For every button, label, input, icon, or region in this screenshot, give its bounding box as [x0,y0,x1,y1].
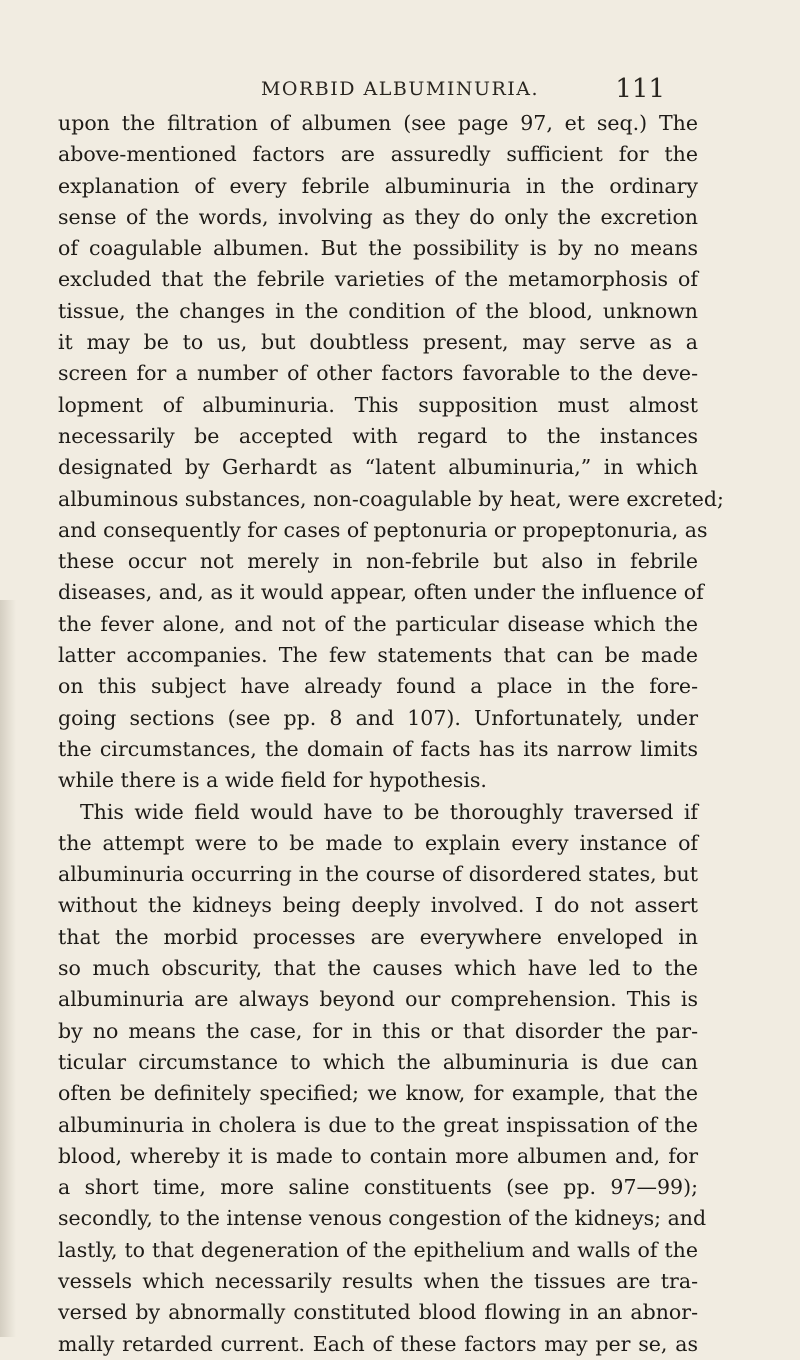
text-line: albuminuria in cholera is due to the great inspissation of the [58,1112,698,1137]
text-line: diseases, and, as it would appear, often under the influence of [58,580,704,605]
text-line: it may be to us, but doubtless present, may serve as a [58,330,698,355]
text-line: designated by Gerhardt as “latent albuminuria,” in which [58,455,698,480]
text-line: explanation of every febrile albuminuria in the ordinary [58,173,698,198]
text-line: albuminuria occurring in the course of disordered states, but [58,862,698,887]
running-head: MORBID ALBUMINURIA. [260,78,540,100]
page-number: 111 [615,74,665,104]
text-line: versed by abnormally constituted blood flowing in an abnor- [58,1300,698,1325]
text-line: and consequently for cases of peptonuria or propeptonuria, as [58,517,708,542]
text-line: lastly, to that degeneration of the epithelium and walls of the [58,1237,698,1262]
text-line: tissue, the changes in the condition of the blood, unknown [58,298,698,323]
text-line: of coagulable albumen. But the possibility is by no means [58,236,698,261]
text-line: the circumstances, the domain of facts has its narrow limits [58,736,698,761]
text-line: without the kidneys being deeply involved. I do not assert [58,893,698,918]
text-line: blood, whereby it is made to contain more albumen and, for [58,1143,698,1168]
text-line: vessels which necessarily results when the tissues are tra- [58,1268,698,1293]
text-line: albuminous substances, non-coagulable by heat, were excreted; [58,486,724,511]
page-header [0,68,800,108]
text-line: the fever alone, and not of the particular disease which the [58,611,698,636]
text-line: necessarily be accepted with regard to the instances [58,423,698,448]
text-line: the attempt were to be made to explain every instance of [58,830,698,855]
text-line: secondly, to the intense venous congestion of the kidneys; and [58,1206,707,1231]
text-line: by no means the case, for in this or that disorder the par- [58,1018,698,1043]
text-line: on this subject have already found a place in the fore- [58,674,698,699]
text-line: albuminuria are always beyond our comprehension. This is [58,987,698,1012]
text-line: often be definitely specified; we know, for example, that the [58,1081,698,1106]
text-line: above-mentioned factors are assuredly sufficient for the [58,142,698,167]
text-line: mally retarded current. Each of these factors may per se, as [58,1331,698,1356]
paragraph-start-line: This wide field would have to be thoroughly traversed if [80,799,698,824]
paragraph-end-line: while there is a wide field for hypothesis. [58,768,487,793]
text-line: upon the filtration of albumen (see page 97, et seq.) The [58,111,698,135]
text-line: latter accompanies. The few statements that can be made [58,643,698,668]
text-line: a short time, more saline constituents (see pp. 97—99); [58,1175,698,1200]
text-line: screen for a number of other factors favorable to the deve- [58,361,698,386]
text-line: that the morbid processes are everywhere enveloped in [58,924,698,949]
text-line: these occur not merely in non-febrile but also in febrile [58,549,698,574]
body-text [58,108,724,1360]
page-edge-shadow [0,600,16,1337]
text-line: so much obscurity, that the causes which have led to the [58,956,698,981]
text-line: excluded that the febrile varieties of the metamorphosis of [58,267,698,292]
text-line: lopment of albuminuria. This supposition must almost [58,392,698,417]
text-line: sense of the words, involving as they do only the excretion [58,204,698,229]
text-line: going sections (see pp. 8 and 107). Unfortunately, under [58,705,698,730]
text-line: ticular circumstance to which the albuminuria is due can [58,1049,698,1074]
